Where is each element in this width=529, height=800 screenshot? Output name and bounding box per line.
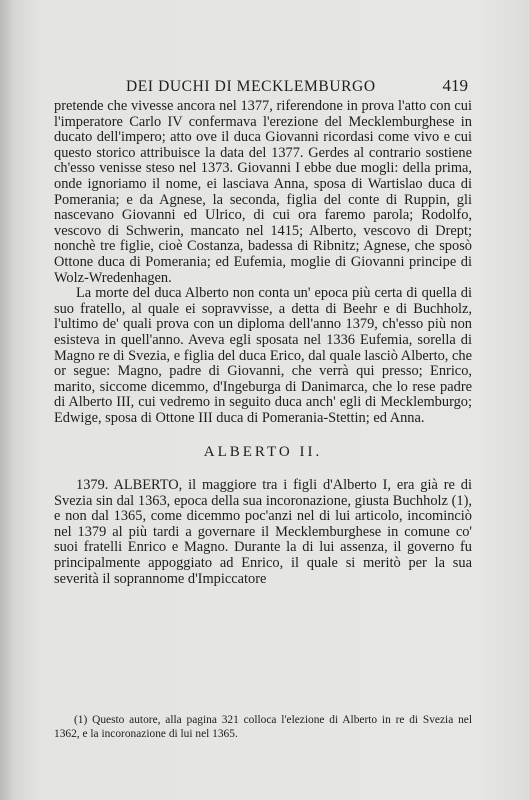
page-number: 419 bbox=[442, 76, 468, 95]
footnote: (1) Questo autore, alla pagina 321 colloca l'elezione di Alberto in re di Svezia nel 1362, e la incoronazione di lui nel 1365. bbox=[54, 714, 472, 740]
paragraph: 1379. ALBERTO, il maggiore tra i figli d'Alberto I, era già re di Svezia sin dal 1363, epoca della sua incoronazione, giusta Buchholz (1), e non dal 1365, come dicemmo poc'anzi nel di lui articolo, incominciò nel 1379 al più tardi a governare il Mecklemburghese in comune co' suoi fratelli Enrico e Magno. Durante la di lui assenza, il governo fu principalmente appoggiato ad Enrico, il quale si meritò per la sua severità il soprannome d'Impiccatore bbox=[54, 477, 472, 587]
paragraph-continued: pretende che vivesse ancora nel 1377, riferendone in prova l'atto con cui l'imperatore Carlo IV confermava l'erezione del Mecklemburghese in ducato dell'impero; atto ove il duca Giovanni ricordasi come vivo e cui questo storico attribuisce la data del 1377. Gerdes al contrario sostiene ch'esso venisse steso nel 1373. Giovanni I ebbe due mogli: della prima, onde ignoriamo il nome, ei lasciava Anna, sposa di Wartislao duca di Pomerania; e da Agnese, la seconda, figlia del conte di Ruppin, gli nascevano Giovanni ed Ulrico, di cui ora faremo parola; Rodolfo, vescovo di Schwerin, mancato nel 1415; Alberto, vescovo di Drept; nonchè tre figlie, cioè Costanza, badessa di Ribnitz; Agnese, che sposò Ottone duca di Pomerania; ed Eufemia, moglie di Giovanni principe di Wolz-Wredenhagen. bbox=[54, 98, 472, 286]
section-title: ALBERTO II. bbox=[203, 444, 323, 461]
paragraph: La morte del duca Alberto non conta un' epoca più certa di quella di suo fratello, al quale ei sopravvisse, a detta di Beehr e di Buchholz, l'ultimo de' quali prova con un diploma dell'anno 1379, ch'esso più non esisteva in quell'anno. Aveva egli sposata nel 1336 Eufemia, sorella di Magno re di Svezia, e figlia del duca Erico, dal quale lasciò Alberto, che or segue: Magno, padre di Giovanni, che verrà qui presso; Enrico, marito, siccome dicemmo, d'Ingeburga di Danimarca, che lo rese padre di Alberto III, cui vedremo in seguito duca anch' egli di Mecklemburgo; Edwige, sposa di Ottone III duca di Pomerania-Stettin; ed Anna. bbox=[54, 285, 472, 426]
page-header bbox=[58, 78, 468, 98]
running-head: DEI DUCHI DI MECKLEMBURGO bbox=[126, 78, 376, 95]
body-text bbox=[54, 99, 472, 587]
